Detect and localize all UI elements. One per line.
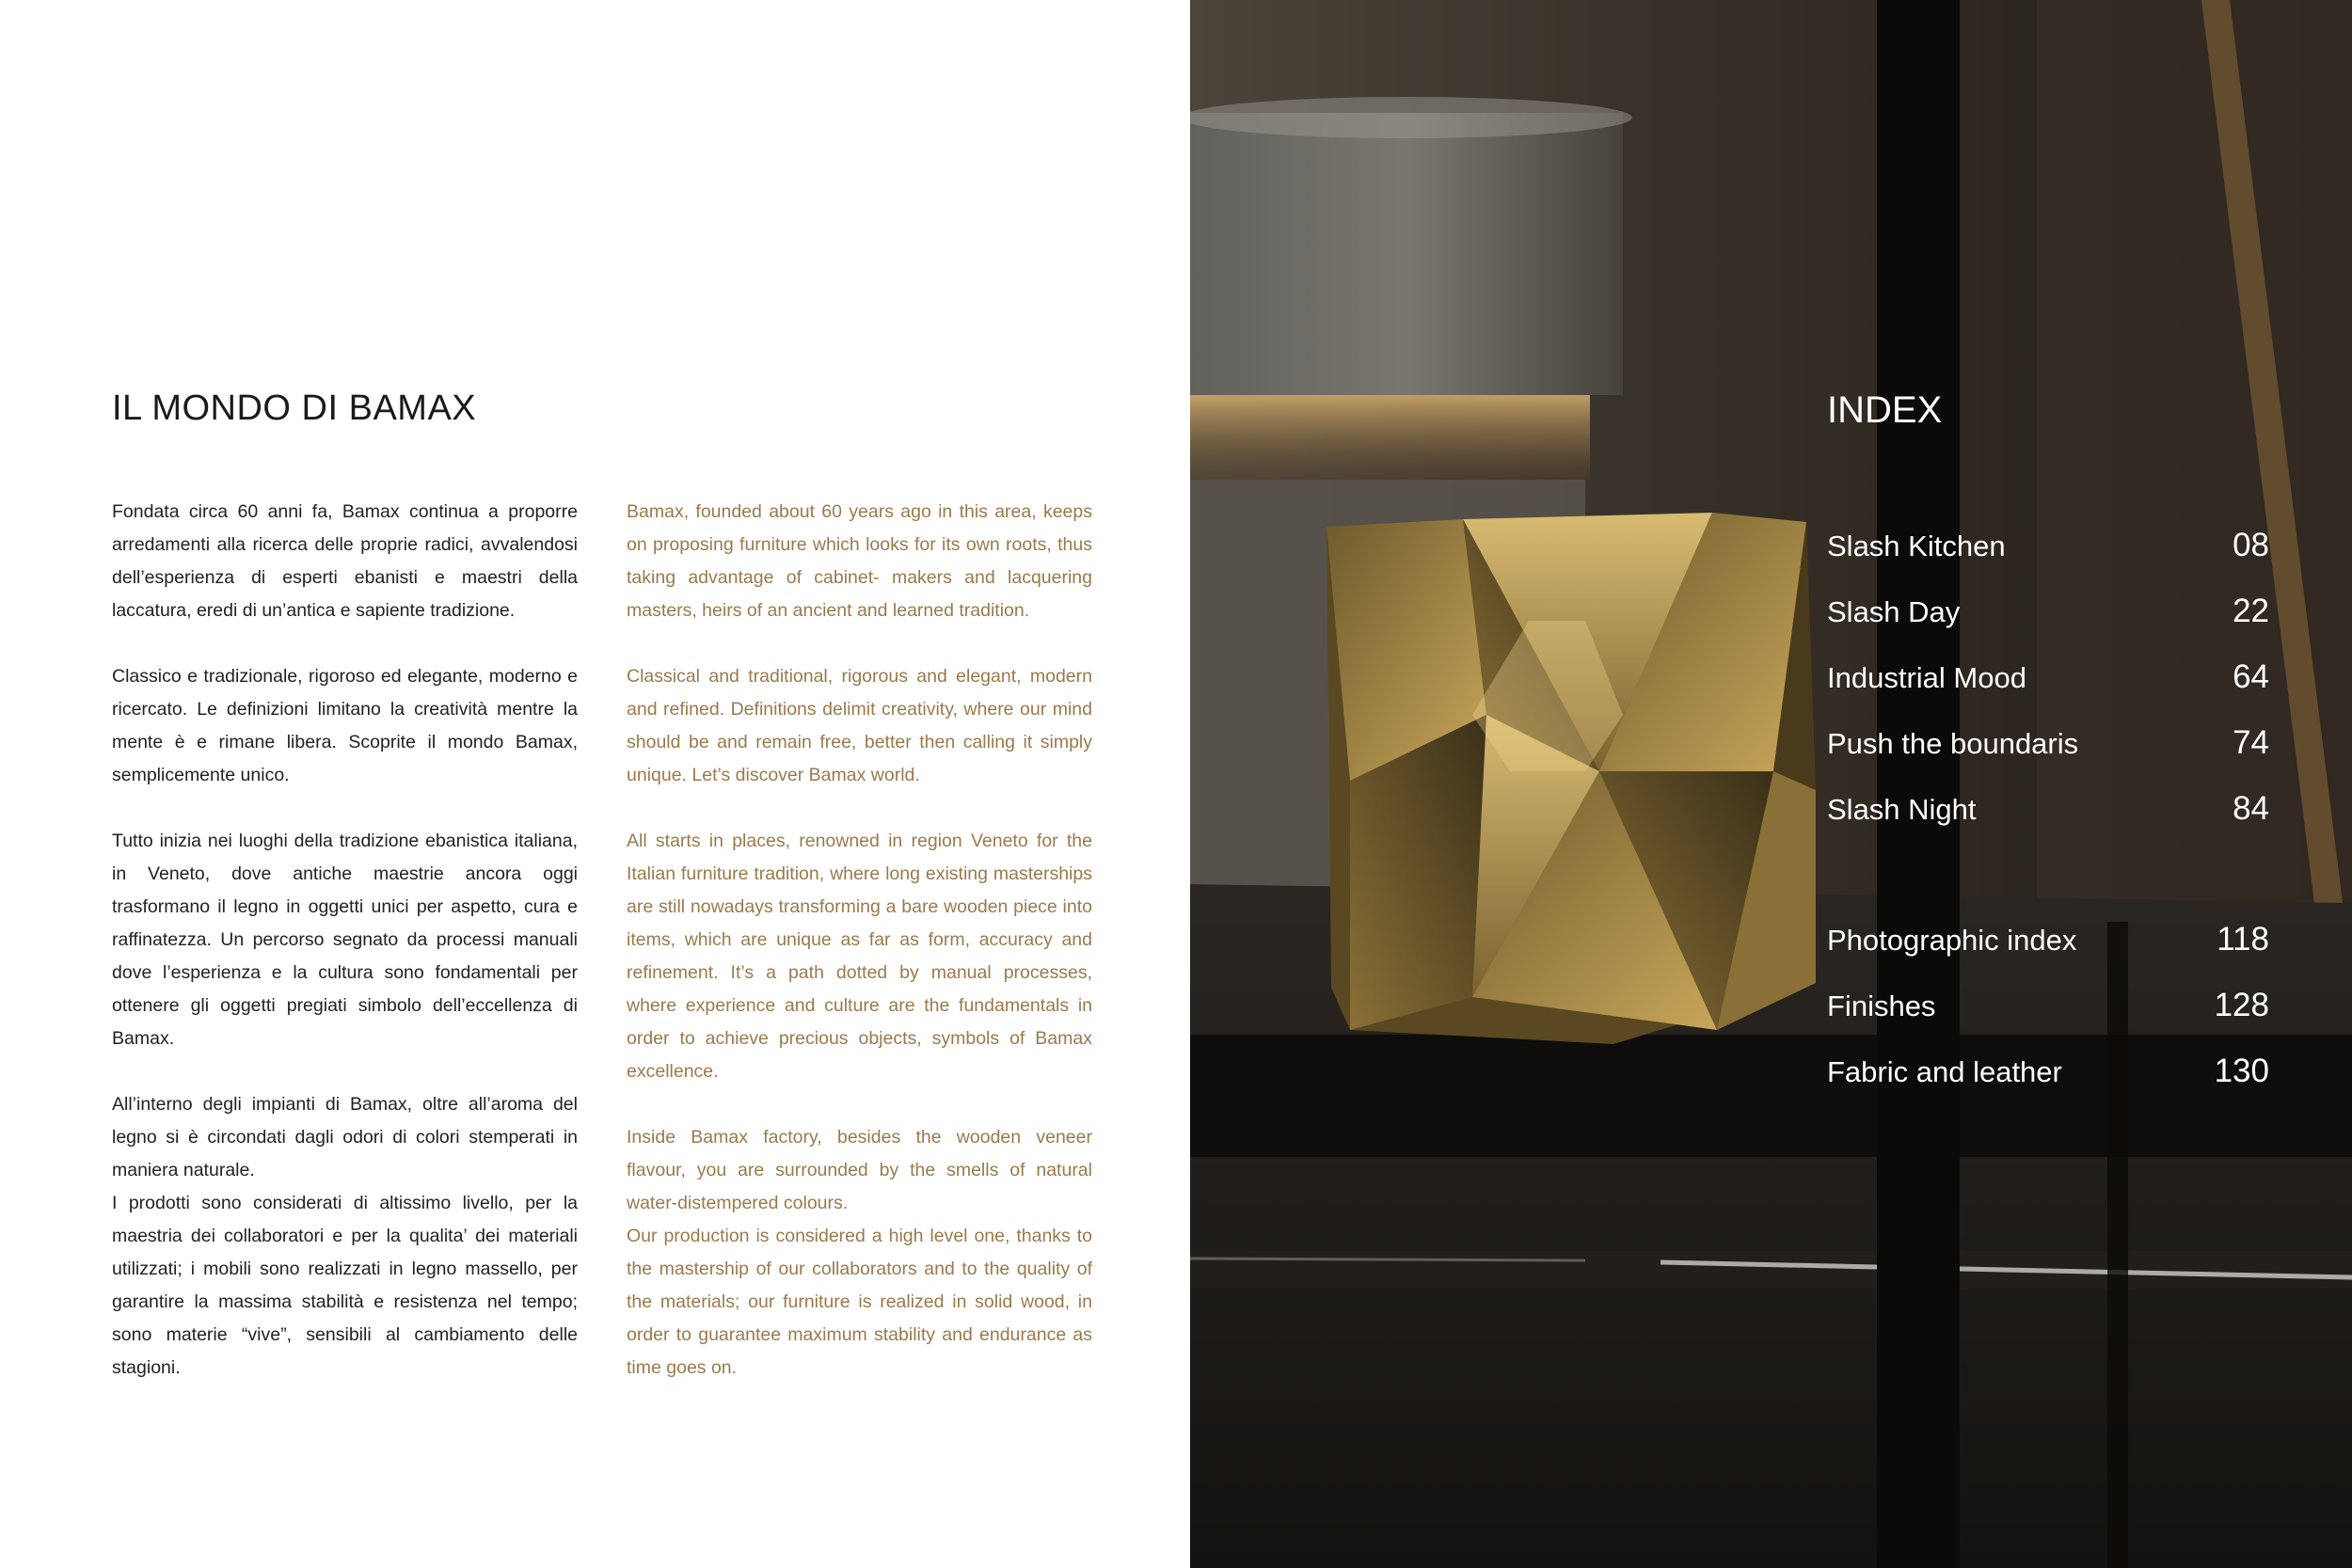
index-list [1827, 517, 2269, 1109]
index-item-label: Slash Night [1827, 793, 1977, 826]
index-item-push-the-boundaris[interactable] [1827, 715, 2269, 781]
index-item-page: 84 [2233, 790, 2269, 827]
index-item-finishes[interactable] [1827, 977, 2269, 1043]
index-divider-space [1827, 847, 2269, 911]
brass-vase [1327, 513, 1816, 1044]
index-item-page: 22 [2233, 593, 2269, 629]
english-paragraph-5: Our production is considered a high level one, thanks to the mastership of our collaborators and to the quality of the materials; our furniture is realized in solid wood, in order to guarantee maximum stability and endurance as time goes on. [627, 1226, 1092, 1378]
index-item-label: Slash Day [1827, 595, 1961, 628]
index-item-photographic-index[interactable] [1827, 911, 2269, 977]
index-item-page: 130 [2214, 1053, 2269, 1089]
index-item-label: Push the boundaris [1827, 727, 2079, 760]
index-item-page: 74 [2233, 724, 2269, 761]
italian-paragraph-5: I prodotti sono considerati di altissimo livello, per la maestria dei collaboratori e per la qualita’ dei materiali utilizzati; i mobili sono realizzati in legno massello, per garantire la massima stabilità e resistenza nel tempo; sono materie “vive”, sensibili al cambiamento delle stagioni. [112, 1193, 578, 1378]
index-item-label: Photographic index [1827, 924, 2077, 957]
index-item-page: 08 [2233, 527, 2269, 563]
english-paragraph-3: All starts in places, renowned in region Veneto for the Italian furniture tradition, where long existing masterships are still nowadays transforming a bare wooden piece into items, which are unique as far as form, accuracy and refinement. It’s a path dotted by manual processes, where experience and culture are the fundamentals in order to achieve precious objects, symbols of Bamax excellence. [627, 831, 1092, 1082]
index-item-slash-kitchen[interactable] [1827, 517, 2269, 583]
index-item-label: Finishes [1827, 990, 1936, 1022]
index-item-slash-night[interactable] [1827, 781, 2269, 847]
index-item-label: Slash Kitchen [1827, 530, 2006, 562]
english-paragraph-1: Bamax, founded about 60 years ago in this area, keeps on proposing furniture which looks for its own roots, thus taking advantage of cabinet- makers and lacquering masters, heirs of an ancient and learned tradition. [627, 501, 1092, 621]
english-text-column [627, 496, 1092, 1418]
english-paragraph-2: Classical and traditional, rigorous and elegant, modern and refined. Definitions delimit creativity, where our mind should be and remain free, better then calling it simply unique. Let’s discover Bamax world. [627, 666, 1092, 785]
index-item-label: Industrial Mood [1827, 661, 2026, 694]
index-item-slash-day[interactable] [1827, 583, 2269, 649]
index-title: INDEX [1827, 389, 1943, 431]
index-item-page: 64 [2233, 658, 2269, 695]
index-item-fabric-and-leather[interactable] [1827, 1043, 2269, 1109]
italian-paragraph-1: Fondata circa 60 anni fa, Bamax continua a proporre arredamenti alla ricerca delle proprie radici, avvalendosi dell’esperienza di esperti ebanisti e maestri della laccatura, eredi di un’antica e sapiente tradizione. [112, 501, 578, 621]
index-item-label: Fabric and leather [1827, 1055, 2062, 1088]
index-item-page: 128 [2214, 987, 2269, 1023]
english-paragraph-4: Inside Bamax factory, besides the wooden veneer flavour, you are surrounded by the smells of natural water-distempered colours. [627, 1127, 1092, 1213]
italian-paragraph-2: Classico e tradizionale, rigoroso ed elegante, moderno e ricercato. Le definizioni limitano la creatività mentre la mente è e rimane libera. Scoprite il mondo Bamax, semplicemente unico. [112, 666, 578, 785]
italian-paragraph-3: Tutto inizia nei luoghi della tradizione ebanistica italiana, in Veneto, dove antiche maestrie ancora oggi trasformano il legno in oggetti unici per aspetto, cura e raffinatezza. Un percorso segnato da processi manuali dove l’esperienza e la cultura sono fondamentali per ottenere gli oggetti pregiati simbolo dell’eccellenza di Bamax. [112, 831, 578, 1049]
index-item-industrial-mood[interactable] [1827, 649, 2269, 715]
page-title: IL MONDO DI BAMAX [112, 388, 477, 428]
index-item-page: 118 [2217, 921, 2269, 958]
italian-paragraph-4: All’interno degli impianti di Bamax, oltre all’aroma del legno si è circondati dagli odori di colori stemperati in maniera naturale. [112, 1094, 578, 1180]
italian-text-column [112, 496, 578, 1418]
